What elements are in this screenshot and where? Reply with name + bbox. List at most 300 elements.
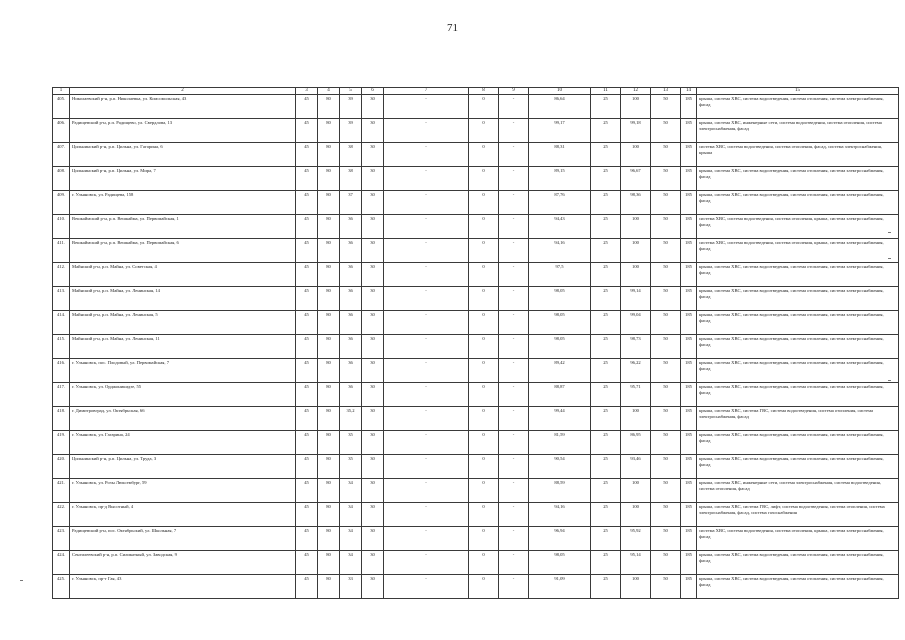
value-cell: 185 — [681, 191, 697, 215]
column-header: 6 — [362, 88, 384, 95]
value-cell: 25 — [591, 215, 621, 239]
value-cell: 50 — [651, 311, 681, 335]
table-row — [53, 143, 899, 167]
value-cell: 38 — [340, 167, 362, 191]
value-cell: 185 — [681, 551, 697, 575]
column-header: 7 — [384, 88, 469, 95]
value-cell: 0 — [469, 335, 499, 359]
table-row — [53, 383, 899, 407]
value-cell: 45 — [296, 215, 318, 239]
value-cell: 50 — [651, 527, 681, 551]
value-cell: 45 — [296, 479, 318, 503]
scan-mark — [20, 580, 23, 581]
value-cell: 88,59 — [529, 479, 591, 503]
value-cell: 25 — [591, 479, 621, 503]
value-cell: - — [499, 143, 529, 167]
value-cell: 30 — [362, 551, 384, 575]
value-cell: 86,64 — [529, 95, 591, 119]
value-cell: 80 — [318, 383, 340, 407]
value-cell: - — [499, 431, 529, 455]
address-cell: Сенгилеевский р-н, р.п. Силикатный, ул. Заводская, 9 — [70, 551, 296, 575]
value-cell: - — [499, 95, 529, 119]
value-cell: 185 — [681, 575, 697, 599]
value-cell: 50 — [651, 407, 681, 431]
table-row — [53, 239, 899, 263]
value-cell: 185 — [681, 287, 697, 311]
table-row — [53, 479, 899, 503]
value-cell: 50 — [651, 215, 681, 239]
value-cell: - — [384, 215, 469, 239]
value-cell: 34 — [340, 479, 362, 503]
value-cell: 50 — [651, 191, 681, 215]
value-cell: 45 — [296, 263, 318, 287]
value-cell: 50 — [651, 95, 681, 119]
value-cell: 185 — [681, 527, 697, 551]
value-cell: 100 — [621, 503, 651, 527]
value-cell: 45 — [296, 95, 318, 119]
value-cell: 25 — [591, 263, 621, 287]
value-cell: - — [499, 167, 529, 191]
value-cell: 30 — [362, 455, 384, 479]
column-header: 2 — [70, 88, 296, 95]
value-cell: 30 — [362, 191, 384, 215]
value-cell: - — [499, 263, 529, 287]
works-cell: крыша, система ХВС, система водоотведения, система отопления, система электроснабжения, фасад — [697, 287, 899, 311]
value-cell: - — [499, 335, 529, 359]
value-cell: 100 — [621, 95, 651, 119]
value-cell: 50 — [651, 551, 681, 575]
value-cell: 25 — [591, 455, 621, 479]
value-cell: 0 — [469, 287, 499, 311]
value-cell: 0 — [469, 167, 499, 191]
table-row — [53, 167, 899, 191]
works-cell: крыша, система ХВС, система водоотведения, система отопления, система электроснабжения, фасад — [697, 263, 899, 287]
value-cell: 45 — [296, 143, 318, 167]
value-cell: - — [384, 287, 469, 311]
value-cell: - — [499, 287, 529, 311]
works-cell: крыша, система ХВС, инженерные сети, система водоотведения, система отопления, система электроснабжения, фасад — [697, 119, 899, 143]
value-cell: 185 — [681, 455, 697, 479]
value-cell: 30 — [362, 335, 384, 359]
value-cell: 0 — [469, 431, 499, 455]
column-header: 10 — [529, 88, 591, 95]
value-cell: 30 — [362, 215, 384, 239]
works-cell: система ХВС, система водоотведения, система отопления, фасад, система электроснабжения, крыша — [697, 143, 899, 167]
column-header: 1 — [53, 88, 70, 95]
value-cell: - — [499, 527, 529, 551]
value-cell: - — [499, 551, 529, 575]
row-number: 408. — [53, 167, 70, 191]
address-cell: Радищевский р-н, пос. Октябрьский, ул. Школьная, 7 — [70, 527, 296, 551]
value-cell: 45 — [296, 431, 318, 455]
value-cell: 35 — [340, 455, 362, 479]
value-cell: - — [384, 263, 469, 287]
value-cell: - — [384, 119, 469, 143]
value-cell: 0 — [469, 95, 499, 119]
value-cell: 36 — [340, 359, 362, 383]
value-cell: 50 — [651, 119, 681, 143]
value-cell: 50 — [651, 287, 681, 311]
address-cell: Цильнинский р-н, р.п. Цильна, ул. Труда, 3 — [70, 455, 296, 479]
value-cell: 34 — [340, 503, 362, 527]
value-cell: 30 — [362, 431, 384, 455]
value-cell: 185 — [681, 431, 697, 455]
row-number: 423. — [53, 527, 70, 551]
value-cell: 94,16 — [529, 503, 591, 527]
address-cell: г. Ульяновск, ул. Розы Люксембург, 59 — [70, 479, 296, 503]
value-cell: 98,05 — [529, 311, 591, 335]
table-row — [53, 311, 899, 335]
value-cell: - — [499, 239, 529, 263]
address-cell: г. Ульяновск, ул. Орджоникидзе, 55 — [70, 383, 296, 407]
value-cell: 99,04 — [621, 311, 651, 335]
works-cell: крыша, система ХВС, инженерные сети, система электроснабжения, система водоотведения, система отопления, фасад — [697, 479, 899, 503]
value-cell: 88,31 — [529, 143, 591, 167]
value-cell: 25 — [591, 503, 621, 527]
value-cell: - — [499, 479, 529, 503]
value-cell: 25 — [591, 383, 621, 407]
value-cell: 45 — [296, 167, 318, 191]
value-cell: 25 — [591, 95, 621, 119]
works-cell: крыша, система ХВС, система ГВС, система водоотведения, система отопления, система электроснабжения, фасад — [697, 407, 899, 431]
value-cell: 80 — [318, 335, 340, 359]
column-header: 12 — [621, 88, 651, 95]
row-number: 419. — [53, 431, 70, 455]
value-cell: 30 — [362, 143, 384, 167]
value-cell: - — [384, 407, 469, 431]
value-cell: 30 — [362, 311, 384, 335]
value-cell: 30 — [362, 407, 384, 431]
value-cell: - — [384, 383, 469, 407]
value-cell: 185 — [681, 407, 697, 431]
value-cell: 45 — [296, 311, 318, 335]
value-cell: 36 — [340, 263, 362, 287]
value-cell: 95,71 — [621, 383, 651, 407]
column-header: 9 — [499, 88, 529, 95]
value-cell: - — [499, 503, 529, 527]
value-cell: - — [499, 383, 529, 407]
works-cell: система ХВС, система водоотведения, система отопления, крыша, система электроснабжения, фасад — [697, 239, 899, 263]
works-cell: крыша, система ХВС, система водоотведения, система отопления, система электроснабжения, фасад — [697, 95, 899, 119]
value-cell: 100 — [621, 263, 651, 287]
value-cell: 185 — [681, 167, 697, 191]
value-cell: 80 — [318, 287, 340, 311]
value-cell: 88,87 — [529, 383, 591, 407]
value-cell: 45 — [296, 527, 318, 551]
value-cell: 99,14 — [621, 287, 651, 311]
value-cell: 30 — [362, 383, 384, 407]
value-cell: 96,94 — [529, 527, 591, 551]
row-number: 420. — [53, 455, 70, 479]
value-cell: - — [384, 503, 469, 527]
value-cell: 99,17 — [529, 119, 591, 143]
value-cell: 100 — [621, 575, 651, 599]
value-cell: 45 — [296, 359, 318, 383]
value-cell: 45 — [296, 335, 318, 359]
value-cell: - — [384, 167, 469, 191]
table-row — [53, 407, 899, 431]
value-cell: - — [384, 527, 469, 551]
value-cell: - — [384, 551, 469, 575]
value-cell: 95,92 — [621, 527, 651, 551]
row-number: 409. — [53, 191, 70, 215]
table-row — [53, 335, 899, 359]
value-cell: 30 — [362, 575, 384, 599]
value-cell: 0 — [469, 383, 499, 407]
value-cell: 0 — [469, 527, 499, 551]
table-row — [53, 287, 899, 311]
address-cell: Майнский р-н, р.п. Майна, ул. Ленинская, 5 — [70, 311, 296, 335]
value-cell: - — [499, 191, 529, 215]
value-cell: 0 — [469, 191, 499, 215]
value-cell: 30 — [362, 527, 384, 551]
value-cell: 80 — [318, 263, 340, 287]
value-cell: 0 — [469, 575, 499, 599]
value-cell: 94,43 — [529, 215, 591, 239]
table-body — [53, 95, 899, 599]
value-cell: 50 — [651, 575, 681, 599]
address-cell: г. Ульяновск, ул. Гагарина, 24 — [70, 431, 296, 455]
value-cell: 96,22 — [621, 359, 651, 383]
value-cell: 80 — [318, 455, 340, 479]
table-row — [53, 551, 899, 575]
table-row — [53, 527, 899, 551]
value-cell: 25 — [591, 335, 621, 359]
value-cell: 0 — [469, 215, 499, 239]
value-cell: 45 — [296, 383, 318, 407]
works-cell: крыша, система ХВС, система водоотведения, система отопления, система электроснабжения, фасад — [697, 551, 899, 575]
address-cell: Майнский р-н, р.п. Майна, ул. Советская, 4 — [70, 263, 296, 287]
table-row — [53, 575, 899, 599]
value-cell: 35 — [340, 431, 362, 455]
value-cell: 30 — [362, 119, 384, 143]
works-cell: крыша, система ХВС, система водоотведения, система отопления, система электроснабжения, фасад — [697, 431, 899, 455]
value-cell: 95,14 — [621, 551, 651, 575]
value-cell: 34 — [340, 527, 362, 551]
value-cell: 50 — [651, 479, 681, 503]
column-header: 11 — [591, 88, 621, 95]
works-cell: крыша, система ХВС, система водоотведения, система отопления, система электроснабжения, фасад — [697, 359, 899, 383]
value-cell: 80 — [318, 407, 340, 431]
value-cell: 98,05 — [529, 287, 591, 311]
value-cell: 45 — [296, 551, 318, 575]
value-cell: 185 — [681, 383, 697, 407]
column-header: 4 — [318, 88, 340, 95]
value-cell: 25 — [591, 575, 621, 599]
value-cell: 185 — [681, 239, 697, 263]
value-cell: 81,59 — [529, 431, 591, 455]
value-cell: 80 — [318, 215, 340, 239]
value-cell: 50 — [651, 455, 681, 479]
row-number: 418. — [53, 407, 70, 431]
works-cell: крыша, система ХВС, система водоотведения, система отопления, система электроснабжения, фасад — [697, 191, 899, 215]
value-cell: 0 — [469, 551, 499, 575]
value-cell: - — [384, 311, 469, 335]
value-cell: 50 — [651, 143, 681, 167]
works-cell: система ХВС, система водоотведения, система отопления, крыша, система электроснабжения, фасад — [697, 215, 899, 239]
value-cell: 80 — [318, 527, 340, 551]
value-cell: 0 — [469, 143, 499, 167]
value-cell: 25 — [591, 239, 621, 263]
value-cell: 86,95 — [621, 431, 651, 455]
value-cell: 35,2 — [340, 407, 362, 431]
row-number: 411. — [53, 239, 70, 263]
value-cell: 45 — [296, 239, 318, 263]
value-cell: 45 — [296, 287, 318, 311]
value-cell: 36 — [340, 287, 362, 311]
table-row — [53, 359, 899, 383]
value-cell: 34 — [340, 551, 362, 575]
value-cell: 93,46 — [621, 455, 651, 479]
row-number: 412. — [53, 263, 70, 287]
value-cell: - — [499, 359, 529, 383]
row-number: 405. — [53, 95, 70, 119]
value-cell: 80 — [318, 311, 340, 335]
row-number: 425. — [53, 575, 70, 599]
address-cell: г. Ульяновск, ул. Радищева, 158 — [70, 191, 296, 215]
value-cell: 25 — [591, 407, 621, 431]
value-cell: 25 — [591, 167, 621, 191]
value-cell: - — [384, 143, 469, 167]
value-cell: 50 — [651, 263, 681, 287]
value-cell: 25 — [591, 359, 621, 383]
row-number: 421. — [53, 479, 70, 503]
value-cell: 100 — [621, 479, 651, 503]
value-cell: 185 — [681, 359, 697, 383]
address-cell: Николаевский р-н, р.п. Николаевка, ул. Комсомольская, 43 — [70, 95, 296, 119]
value-cell: 185 — [681, 95, 697, 119]
value-cell: - — [499, 407, 529, 431]
value-cell: 50 — [651, 239, 681, 263]
row-number: 424. — [53, 551, 70, 575]
value-cell: 0 — [469, 263, 499, 287]
value-cell: 50 — [651, 167, 681, 191]
address-cell: Цильнинский р-н, р.п. Цильна, ул. Мира, 7 — [70, 167, 296, 191]
value-cell: - — [384, 191, 469, 215]
value-cell: - — [499, 119, 529, 143]
works-cell: крыша, система ХВС, система водоотведения, система отопления, система электроснабжения, фасад — [697, 335, 899, 359]
works-cell: крыша, система ХВС, система водоотведения, система отопления, система электроснабжения, фасад — [697, 383, 899, 407]
address-cell: Вешкаймский р-н, р.п. Вешкайма, ул. Первомайская, 1 — [70, 215, 296, 239]
value-cell: - — [499, 575, 529, 599]
value-cell: 30 — [362, 503, 384, 527]
column-header: 14 — [681, 88, 697, 95]
value-cell: - — [384, 335, 469, 359]
value-cell: 80 — [318, 359, 340, 383]
value-cell: 80 — [318, 551, 340, 575]
value-cell: - — [384, 359, 469, 383]
value-cell: 36 — [340, 383, 362, 407]
value-cell: 100 — [621, 407, 651, 431]
value-cell: - — [384, 431, 469, 455]
value-cell: 45 — [296, 119, 318, 143]
value-cell: 45 — [296, 407, 318, 431]
value-cell: 45 — [296, 575, 318, 599]
address-cell: г. Ульяновск, пр-д Высотный, 4 — [70, 503, 296, 527]
value-cell: 45 — [296, 503, 318, 527]
value-cell: 98,73 — [621, 335, 651, 359]
value-cell: 97,5 — [529, 263, 591, 287]
value-cell: 36 — [340, 335, 362, 359]
value-cell: 30 — [362, 239, 384, 263]
value-cell: 50 — [651, 383, 681, 407]
value-cell: 0 — [469, 479, 499, 503]
value-cell: 30 — [362, 167, 384, 191]
value-cell: 50 — [651, 335, 681, 359]
value-cell: 30 — [362, 95, 384, 119]
value-cell: 33 — [340, 575, 362, 599]
value-cell: 185 — [681, 215, 697, 239]
page-number: 71 — [447, 22, 458, 34]
value-cell: 100 — [621, 239, 651, 263]
row-number: 414. — [53, 311, 70, 335]
value-cell: 100 — [621, 215, 651, 239]
value-cell: 25 — [591, 143, 621, 167]
works-cell: крыша, система ХВС, система водоотведения, система отопления, система электроснабжения, фасад — [697, 455, 899, 479]
value-cell: 0 — [469, 359, 499, 383]
works-cell: система ХВС, система водоотведения, система отопления, крыша, система электроснабжения, фасад — [697, 527, 899, 551]
row-number: 407. — [53, 143, 70, 167]
value-cell: 98,36 — [621, 191, 651, 215]
value-cell: - — [384, 455, 469, 479]
value-cell: - — [384, 479, 469, 503]
address-cell: Цильнинский р-н, р.п. Цильна, ул. Гагарина, 6 — [70, 143, 296, 167]
row-number: 417. — [53, 383, 70, 407]
value-cell: 80 — [318, 239, 340, 263]
row-number: 410. — [53, 215, 70, 239]
row-number: 413. — [53, 287, 70, 311]
row-number: 415. — [53, 335, 70, 359]
table-row — [53, 263, 899, 287]
value-cell: 80 — [318, 119, 340, 143]
value-cell: 39 — [340, 119, 362, 143]
value-cell: 50 — [651, 359, 681, 383]
value-cell: 36 — [340, 239, 362, 263]
value-cell: 100 — [621, 143, 651, 167]
value-cell: 25 — [591, 287, 621, 311]
register-table — [52, 87, 899, 599]
value-cell: 185 — [681, 311, 697, 335]
row-number: 406. — [53, 119, 70, 143]
value-cell: 0 — [469, 119, 499, 143]
value-cell: 25 — [591, 527, 621, 551]
value-cell: 80 — [318, 191, 340, 215]
value-cell: 80 — [318, 143, 340, 167]
value-cell: 96,67 — [621, 167, 651, 191]
works-cell: крыша, система ХВС, система водоотведения, система отопления, система электроснабжения, фасад — [697, 575, 899, 599]
value-cell: 25 — [591, 311, 621, 335]
value-cell: 0 — [469, 311, 499, 335]
address-cell: г. Димитровград, ул. Октябрьская, 66 — [70, 407, 296, 431]
value-cell: 87,76 — [529, 191, 591, 215]
row-number: 416. — [53, 359, 70, 383]
row-number: 422. — [53, 503, 70, 527]
value-cell: 25 — [591, 191, 621, 215]
value-cell: - — [384, 575, 469, 599]
value-cell: 99,18 — [621, 119, 651, 143]
value-cell: 0 — [469, 239, 499, 263]
value-cell: 98,05 — [529, 335, 591, 359]
value-cell: 39 — [340, 95, 362, 119]
value-cell: 36 — [340, 215, 362, 239]
value-cell: 80 — [318, 503, 340, 527]
value-cell: - — [499, 215, 529, 239]
value-cell: 98,05 — [529, 551, 591, 575]
table-row — [53, 455, 899, 479]
value-cell: 80 — [318, 431, 340, 455]
column-number-row — [53, 88, 899, 95]
value-cell: 37 — [340, 191, 362, 215]
